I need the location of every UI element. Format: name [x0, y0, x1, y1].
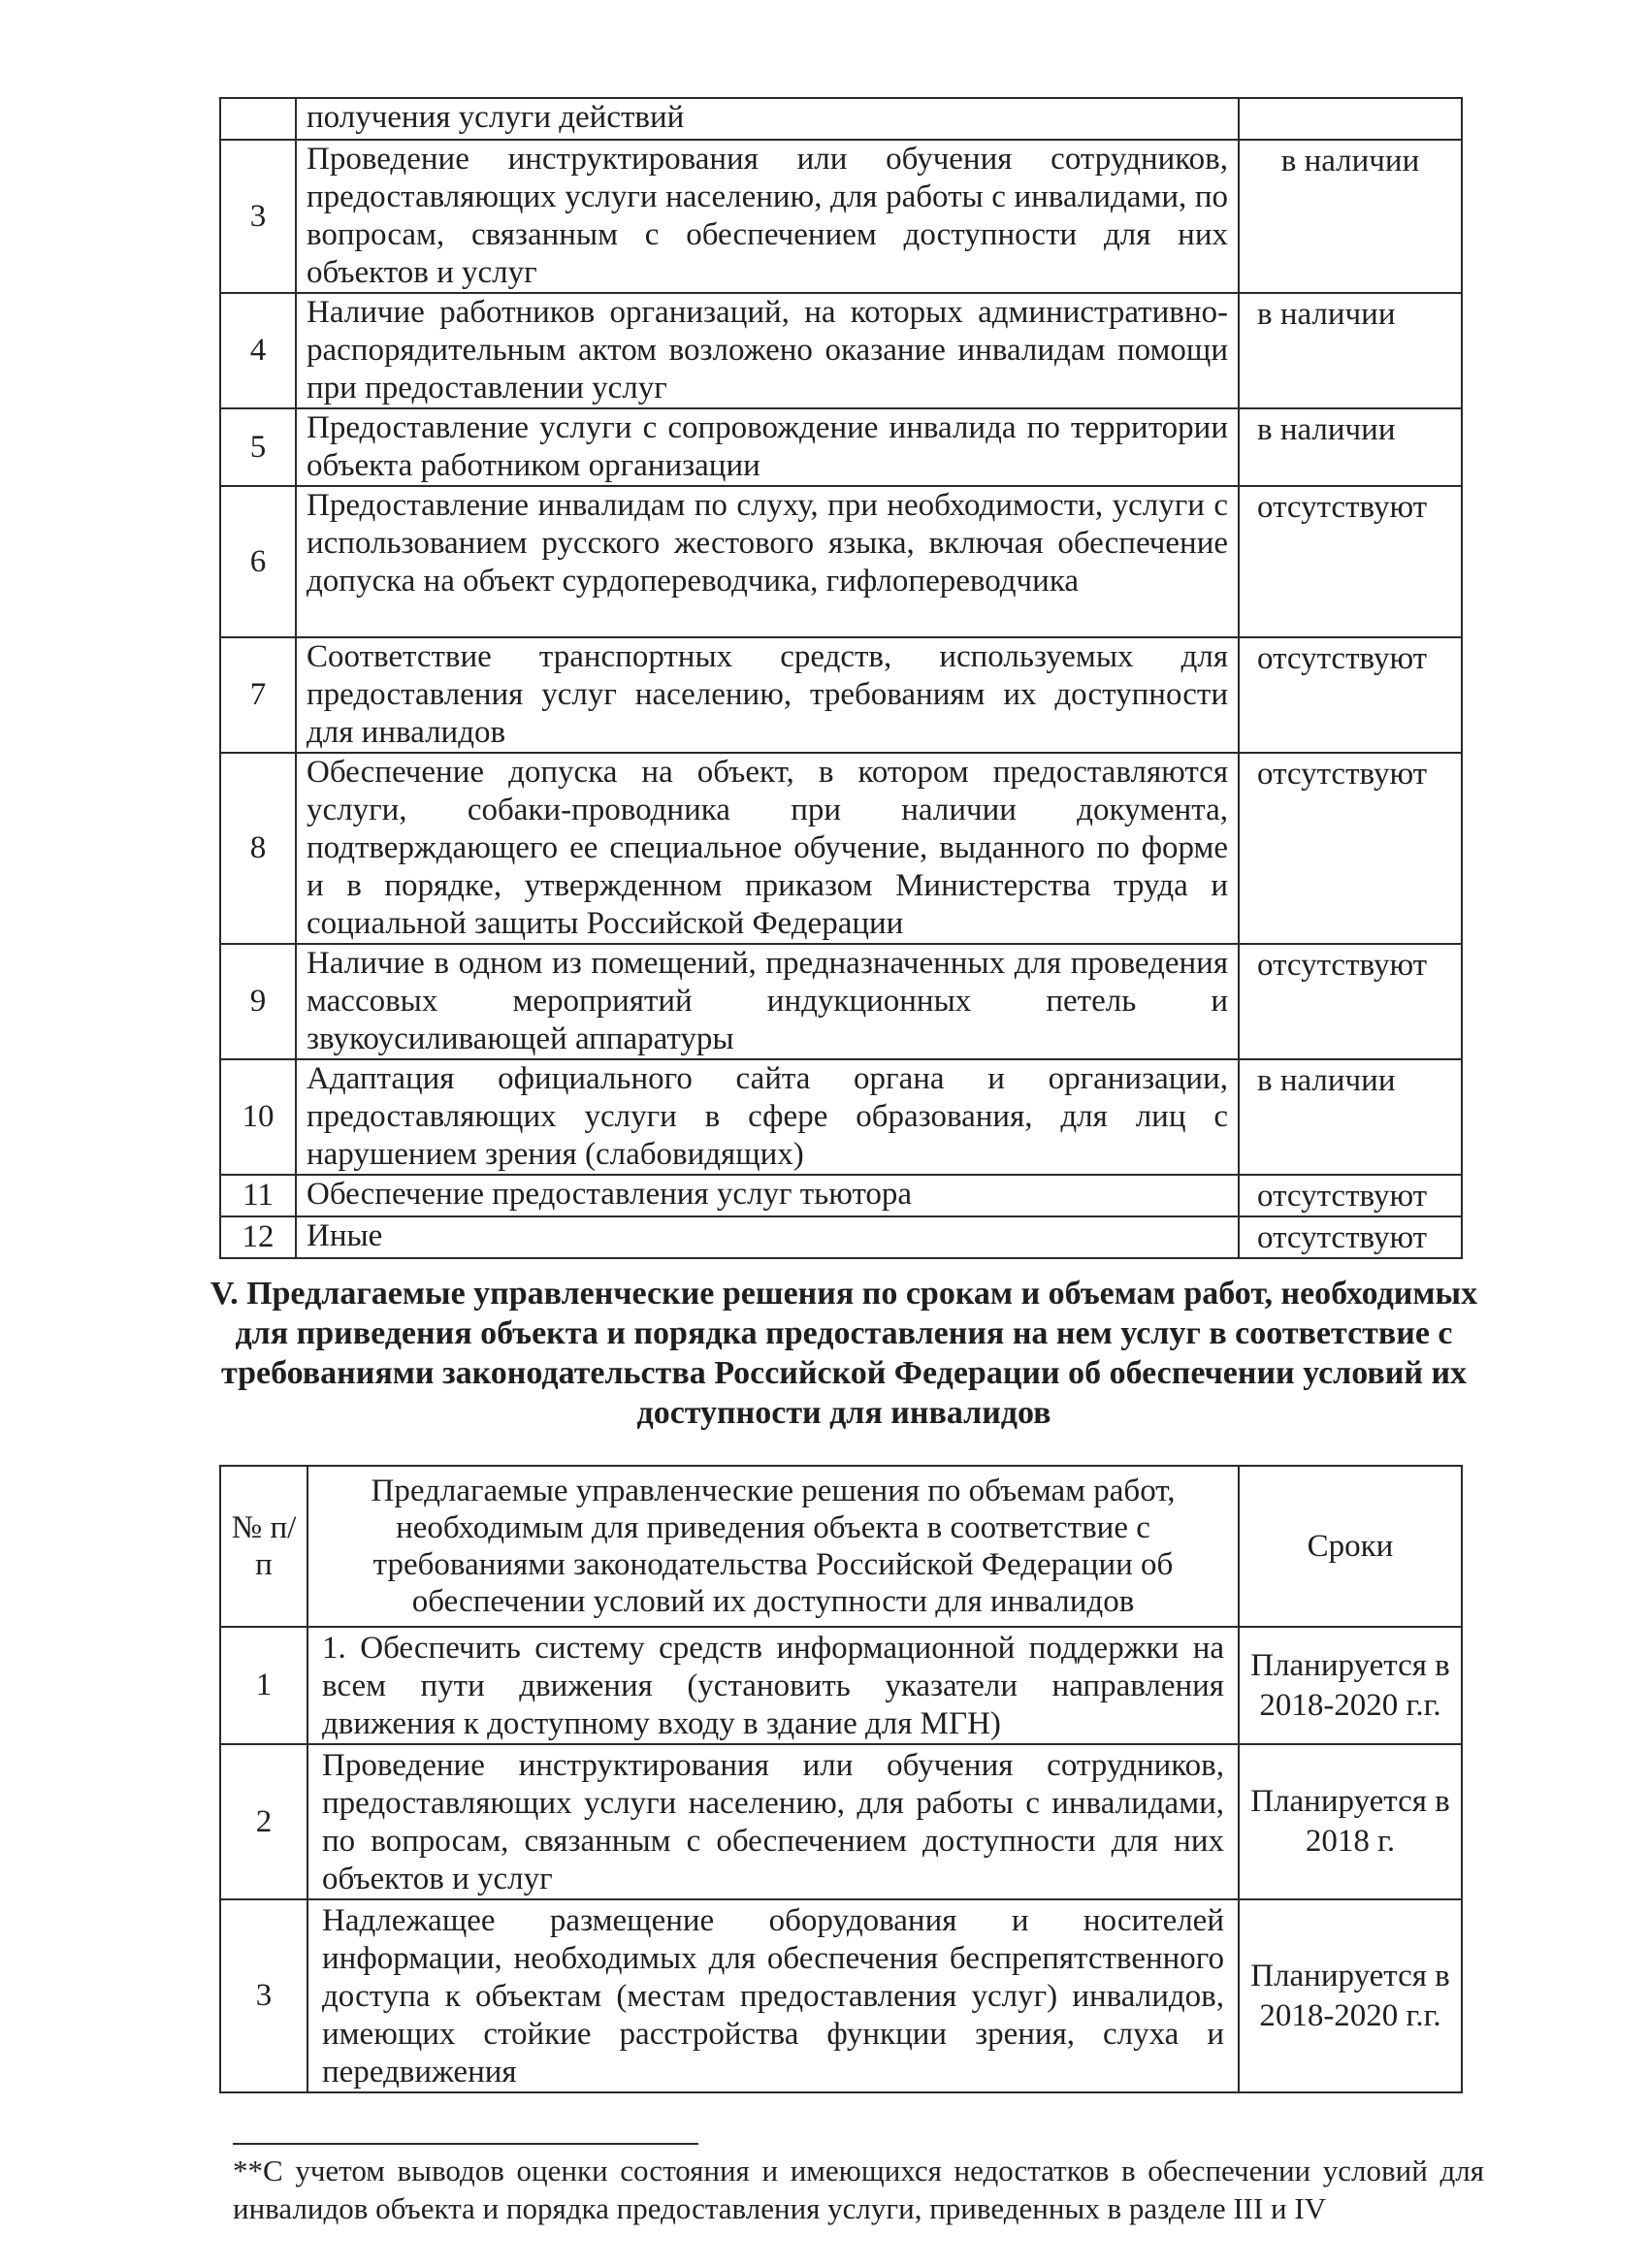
row-number: 8 [220, 753, 296, 944]
row-term: Планируется в 2018 г. [1239, 1744, 1462, 1899]
table-header-row [220, 1466, 1462, 1627]
accessibility-services-table [219, 97, 1463, 1259]
row-text: Наличие в одном из помещений, предназначенных для проведения массовых мероприятий индукционных петель и звукоусиливающей аппаратуры [296, 944, 1239, 1059]
table-row [220, 486, 1462, 637]
section-v-heading: V. Предлагаемые управленческие решения по срокам и объемам работ, необходимых для приведения объекта и порядка предоставления на нем услуг в соответствие с требованиями законодательства Российской Федерации об обеспечении условий их доступности для инвалидов [210, 1276, 1478, 1431]
table-row [220, 140, 1462, 293]
row-status: в наличии [1239, 408, 1462, 486]
table-row [220, 408, 1462, 486]
row-number: 3 [220, 140, 296, 293]
row-number: 1 [220, 1627, 307, 1744]
row-text: Надлежащее размещение оборудования и носителей информации, необходимых для обеспечения беспрепятственного доступа к объектам (местам предоставления услуг) инвалидов, имеющих стойкие расстройства функции зрения, слуха и передвижения [307, 1899, 1239, 2092]
row-status: отсутствуют [1239, 944, 1462, 1059]
table-row [220, 1627, 1462, 1744]
row-term: Планируется в 2018-2020 г.г. [1239, 1627, 1462, 1744]
row-status: отсутствуют [1239, 637, 1462, 753]
row-text: Наличие работников организаций, на которых административно-распорядительным актом возложено оказание инвалидам помощи при предоставлении услуг [296, 293, 1239, 408]
row-status: в наличии [1239, 1059, 1462, 1175]
row-number: 3 [220, 1899, 307, 2092]
table-row [220, 1899, 1462, 2092]
row-text: Проведение инструктирования или обучения сотрудников, предоставляющих услуги населению, для работы с инвалидами, по вопросам, связанным с обеспечением доступности для них объектов и услуг [307, 1744, 1239, 1899]
row-text: 1. Обеспечить систему средств информационной поддержки на всем пути движения (установить указатели направления движения к доступному входу в здание для МГН) [307, 1627, 1239, 1744]
row-number: 6 [220, 486, 296, 637]
row-text: Обеспечение допуска на объект, в котором предоставляются услуги, собаки-проводника при наличии документа, подтверждающего ее специальное обучение, выданного по форме и в порядке, утвержденном приказом Министерства труда и социальной защиты Российской Федерации [296, 753, 1239, 944]
table-row [220, 944, 1462, 1059]
row-number: 4 [220, 293, 296, 408]
table-row [220, 293, 1462, 408]
row-number [220, 98, 296, 140]
row-status: в наличии [1239, 140, 1462, 293]
row-number: 12 [220, 1216, 296, 1258]
table-row [220, 637, 1462, 753]
management-decisions-table [219, 1465, 1463, 2093]
row-text: получения услуги действий [296, 98, 1239, 140]
header-term: Сроки [1239, 1466, 1462, 1627]
row-text: Проведение инструктирования или обучения сотрудников, предоставляющих услуги населению, для работы с инвалидами, по вопросам, связанным с обеспечением доступности для них объектов и услуг [296, 140, 1239, 293]
row-number: 10 [220, 1059, 296, 1175]
row-status: в наличии [1239, 293, 1462, 408]
row-number: 7 [220, 637, 296, 753]
table-row [220, 98, 1462, 140]
table-row [220, 1216, 1462, 1258]
row-text: Предоставление инвалидам по слуху, при необходимости, услуги с использованием русского жестового языка, включая обеспечение допуска на объект сурдопереводчика, гифлопереводчика [296, 486, 1239, 637]
row-number: 5 [220, 408, 296, 486]
table-row [220, 1059, 1462, 1175]
row-status: отсутствуют [1239, 753, 1462, 944]
table-row [220, 1744, 1462, 1899]
row-text: Адаптация официального сайта органа и организации, предоставляющих услуги в сфере образования, для лиц с нарушением зрения (слабовидящих) [296, 1059, 1239, 1175]
table-row [220, 753, 1462, 944]
row-text: Предоставление услуги с сопровождение инвалида по территории объекта работником организации [296, 408, 1239, 486]
row-status: отсутствуют [1239, 486, 1462, 637]
row-text: Обеспечение предоставления услуг тьютора [296, 1175, 1239, 1216]
row-status [1239, 98, 1462, 140]
row-status: отсутствуют [1239, 1216, 1462, 1258]
row-status: отсутствуют [1239, 1175, 1462, 1216]
row-text: Иные [296, 1216, 1239, 1258]
row-text: Соответствие транспортных средств, используемых для предоставления услуг населению, требованиям их доступности для инвалидов [296, 637, 1239, 753]
header-decision: Предлагаемые управленческие решения по объемам работ, необходимым для приведения объекта в соответствие с требованиями законодательства Российской Федерации об обеспечении условий их доступности для инвалидов [307, 1466, 1239, 1627]
row-number: 9 [220, 944, 296, 1059]
row-number: 2 [220, 1744, 307, 1899]
header-number: № п/п [220, 1466, 307, 1627]
footnote: **С учетом выводов оценки состояния и имеющихся недостатков в обеспечении условий для инвалидов объекта и порядка предоставления услуги, приведенных в разделе III и IV [233, 2154, 1484, 2225]
row-term: Планируется в 2018-2020 г.г. [1239, 1899, 1462, 2092]
footnote-divider [233, 2143, 698, 2145]
table-row [220, 1175, 1462, 1216]
row-number: 11 [220, 1175, 296, 1216]
